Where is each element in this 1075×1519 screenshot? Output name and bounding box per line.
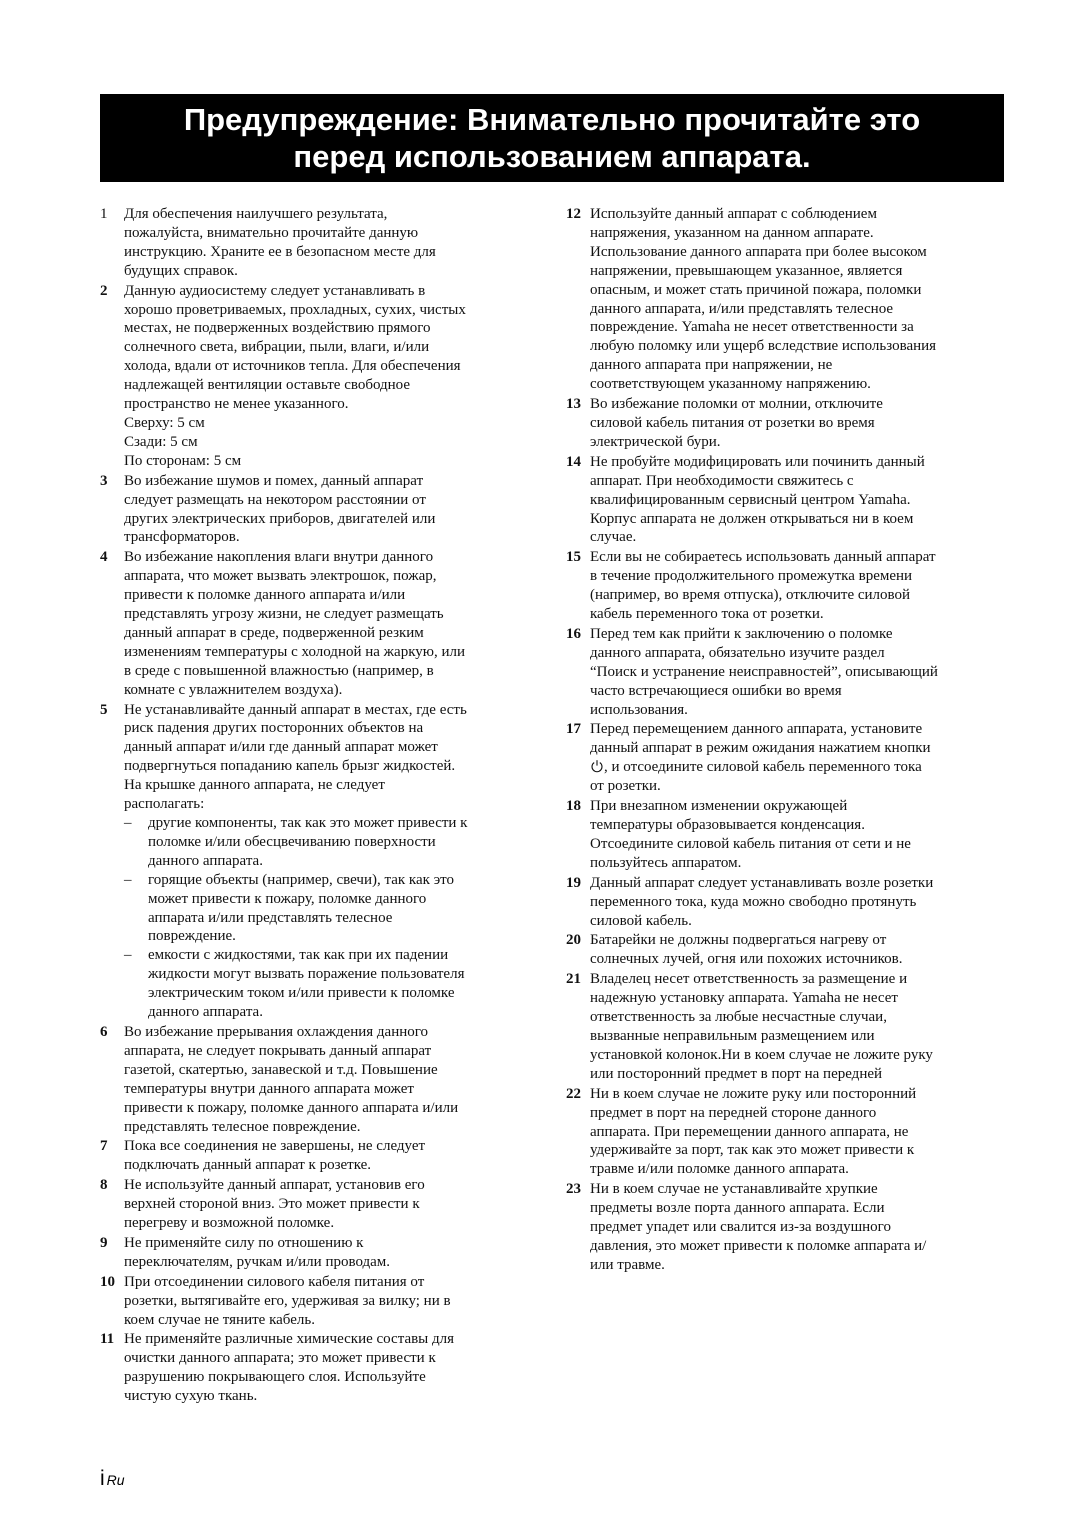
item-number: 7	[100, 1138, 108, 1155]
text-line: газетой, скатертью, занавеской и т.д. Повышение	[124, 1061, 438, 1078]
item-number: 18	[566, 798, 581, 815]
item-number: 3	[100, 472, 108, 489]
list-item	[100, 472, 536, 548]
text-line: пользуйтесь аппаратом.	[590, 854, 742, 871]
text-line: разрушению покрывающего слоя. Используйте	[124, 1369, 426, 1386]
text-line: Перед тем как прийти к заключению о поломке	[590, 625, 893, 642]
item-number: 22	[566, 1085, 581, 1102]
item-number: 20	[566, 932, 581, 949]
text-line: силовой кабель питания от розетки во время	[590, 414, 875, 431]
text-line: часто встречающиеся ошибки во время	[590, 682, 842, 699]
text-line: травме и/или поломке данного аппарата.	[590, 1161, 849, 1178]
text-line: температуры образовывается конденсация.	[590, 817, 865, 833]
text-line: Ни в коем случае не устанавливайте хрупкие	[590, 1181, 878, 1198]
text-line: пространство не менее указанного.	[124, 396, 349, 413]
text-line: трансформаторов.	[124, 529, 240, 546]
text-line: квалифицированным сервисный центром Yamaha.	[590, 491, 911, 508]
text-line: пожалуйста, внимательно прочитайте данную	[124, 224, 419, 241]
text-line: от розетки.	[590, 778, 661, 795]
text-line: повреждение. Yamaha не несет ответственности за	[590, 319, 914, 336]
left-column	[100, 205, 536, 1407]
text-line: Для обеспечения наилучшего результата,	[124, 206, 388, 222]
text-line: предмет упадет или свалится из-за воздушного	[590, 1219, 891, 1236]
list-item	[566, 874, 1004, 931]
item-number: 2	[100, 282, 108, 299]
text-line: Используйте данный аппарат с соблюдением	[590, 206, 877, 222]
text-line: представлять телесное повреждение.	[124, 1118, 361, 1135]
text-line: располагать:	[124, 796, 205, 813]
item-number: 10	[100, 1273, 115, 1290]
text-line: Отсоедините силовой кабель питания от сети и не	[590, 835, 911, 852]
language-code: Ru	[106, 1472, 125, 1488]
text-line: надежную установку аппарата. Yamaha не несет	[590, 990, 898, 1007]
list-item	[566, 931, 1004, 969]
item-number: 6	[100, 1023, 108, 1040]
text-line: привести к пожару, поломке данного аппарата и/или	[124, 1099, 459, 1116]
text-line: “Поиск и устранение неисправностей”, описывающий	[590, 663, 938, 680]
item-number: 21	[566, 971, 581, 988]
text-line: Перед перемещением данного аппарата, установите	[590, 721, 923, 738]
text-line: или посторонний предмет в порт на передней	[590, 1065, 883, 1082]
list-item	[566, 970, 1004, 1083]
list-item	[100, 1023, 536, 1136]
text-line: хорошо проветриваемых, прохладных, сухих, чистых	[124, 301, 466, 318]
text-line: Использование данного аппарата при более высоком	[590, 243, 927, 260]
text-line: соответствующем указанному напряжению.	[590, 376, 871, 393]
text-line: напряжения, указанном на данном аппарате.	[590, 224, 874, 241]
text-line: удерживайте за порт, так как это может привести к	[590, 1142, 915, 1159]
text-line: Пока все соединения не завершены, не следует	[124, 1138, 426, 1155]
list-item	[100, 1234, 536, 1272]
text-line: надлежащей вентиляции оставьте свободное	[124, 377, 411, 394]
text-line: следует размещать на некотором расстоянии от	[124, 491, 426, 508]
text-line: коем случае не тяните кабель.	[124, 1311, 315, 1328]
text-line: вызванные неправильным размещением или	[590, 1027, 875, 1044]
list-item	[566, 395, 1004, 452]
text-line: повреждение.	[148, 928, 236, 945]
text-line: данного аппарата, обязательно изучите раздел	[590, 644, 885, 661]
text-line: Сзади: 5 см	[124, 433, 198, 450]
text-line: кабель переменного тока от розетки.	[590, 606, 824, 623]
text-line: Во избежание прерывания охлаждения данного	[124, 1023, 429, 1040]
item-number: 14	[566, 453, 581, 470]
item-number: 5	[100, 701, 108, 718]
text-line: холода, вдали от источников тепла. Для обеспечения	[124, 358, 461, 375]
text-line: Не используйте данный аппарат, установив его	[124, 1177, 425, 1194]
text-line: опасным, и может стать причиной пожара, поломки	[590, 281, 922, 298]
text-line: комнате с увлажнителем воздуха).	[124, 681, 343, 698]
text-line: риск падения других посторонних объектов на	[124, 720, 424, 737]
text-line: представлять угрозу жизни, не следует размещать	[124, 606, 444, 623]
text-line: Данный аппарат следует устанавливать возле розетки	[590, 874, 934, 891]
text-line: силовой кабель.	[590, 912, 692, 929]
title-line-2: перед использованием аппарата.	[293, 139, 811, 174]
text-line: подключать данный аппарат к розетке.	[124, 1157, 372, 1174]
text-line: верхней стороной вниз. Это может привести к	[124, 1196, 420, 1213]
text-line: или травме.	[590, 1256, 665, 1273]
page-footer	[100, 1467, 125, 1491]
item-number: 1	[100, 206, 108, 222]
text-line: Ни в коем случае не ложите руку или посторонний	[590, 1085, 917, 1102]
text-line: Не применяйте силу по отношению к	[124, 1234, 364, 1251]
item-number: 13	[566, 396, 581, 413]
text-line: в среде с повышенной влажностью (например, в	[124, 662, 434, 679]
list-item	[100, 548, 536, 699]
page-title	[100, 94, 1004, 182]
text-line: подвергнуться попаданию капель брызг жидкостей.	[124, 758, 456, 775]
list-item	[566, 1085, 1004, 1180]
list-item	[566, 548, 1004, 624]
power-standby-icon	[590, 759, 604, 773]
text-line: Данную аудиосистему следует устанавливать в	[124, 282, 426, 299]
text-line: По сторонам: 5 см	[124, 452, 242, 469]
power-line	[590, 758, 1004, 777]
text-line: Во избежание накопления влаги внутри данного	[124, 549, 434, 566]
item-number: 16	[566, 625, 581, 642]
text-line: Не применяйте различные химические составы для	[124, 1331, 455, 1348]
text-line: аппарата, что может вызвать электрошок, пожар,	[124, 568, 437, 585]
text-line: аппарата и/или представлять телесное	[148, 909, 393, 926]
text-line: электрическим током и/или привести к поломке	[148, 985, 455, 1002]
text-line: данного аппарата.	[148, 1004, 263, 1021]
text-line: На крышке данного аппарата, не следует	[124, 777, 385, 794]
text-line: данный аппарат в режим ожидания нажатием кнопки	[590, 740, 931, 757]
list-item	[100, 1137, 536, 1175]
sub-list-item	[124, 946, 536, 1022]
text-line: солнечного света, вибрации, пыли, влаги, и/или	[124, 339, 430, 356]
text-line: Во избежание поломки от молнии, отключите	[590, 396, 883, 413]
text-line: жидкости могут вызвать поражение пользователя	[148, 966, 465, 983]
text-line: температуры внутри данного аппарата может	[124, 1080, 414, 1097]
power-line-text: , и отсоедините силовой кабель переменного тока	[604, 759, 922, 776]
list-item	[566, 1180, 1004, 1275]
text-line: аппарат. При необходимости свяжитесь с	[590, 472, 854, 489]
dash-bullet: –	[124, 815, 132, 831]
text-line: предмет в порт на передней стороне данного	[590, 1104, 877, 1121]
item-number: 4	[100, 549, 108, 566]
text-line: любую поломку или ущерб вследствие использования	[590, 338, 937, 355]
text-line: переключателям, ручкам и/или проводам.	[124, 1253, 391, 1270]
list-item	[566, 625, 1004, 720]
text-line: чистую сухую ткань.	[124, 1388, 258, 1405]
list-item	[566, 797, 1004, 873]
item-number: 23	[566, 1181, 581, 1198]
text-line: данного аппарата при напряжении, не	[590, 357, 833, 374]
text-line: будущих справок.	[124, 262, 238, 279]
text-line: в течение продолжительного промежутка времени	[590, 568, 913, 585]
text-line: Не пробуйте модифицировать или починить данный	[590, 453, 925, 470]
text-line: Во избежание шумов и помех, данный аппарат	[124, 472, 424, 489]
text-line: ответственность за любые несчастные случаи,	[590, 1009, 887, 1026]
text-line: Владелец несет ответственность за размещение и	[590, 971, 908, 988]
item-number: 12	[566, 206, 581, 222]
item-number: 8	[100, 1177, 108, 1194]
text-line: электрической бури.	[590, 433, 721, 450]
text-line: случае.	[590, 529, 637, 546]
text-line: установкой колонок.Ни в коем случае не ложите руку	[590, 1046, 933, 1063]
sub-list-item	[124, 871, 536, 947]
dash-bullet: –	[124, 871, 132, 888]
text-line: Сверху: 5 см	[124, 414, 205, 431]
list-item	[100, 1330, 536, 1406]
list-item	[100, 1273, 536, 1330]
text-line: инструкцию. Храните ее в безопасном месте для	[124, 243, 436, 260]
list-item	[100, 1176, 536, 1233]
item-number: 9	[100, 1234, 108, 1251]
text-line: аппарата. При перемещении данного аппарата, не	[590, 1123, 909, 1140]
item-number: 11	[100, 1331, 115, 1348]
text-line: других электрических приборов, двигателей или	[124, 510, 436, 527]
item-number: 17	[566, 721, 581, 738]
text-line: перегреву и возможной поломке.	[124, 1215, 335, 1232]
text-line: Корпус аппарата не должен открываться ни в коем	[590, 510, 914, 527]
text-line: горящие объекты (например, свечи), так как это	[148, 871, 454, 888]
text-line: предметы возле порта данного аппарата. Если	[590, 1200, 885, 1217]
text-line: напряжении, превышающем указанное, является	[590, 262, 903, 279]
text-line: данного аппарата.	[148, 852, 263, 869]
text-line: При внезапном изменении окружающей	[590, 798, 848, 815]
dash-bullet: –	[124, 947, 132, 964]
text-line: данный аппарат и/или где данный аппарат может	[124, 739, 438, 756]
list-item	[100, 205, 536, 281]
list-item	[100, 701, 536, 1022]
text-line: данного аппарата, и/или представлять телесное	[590, 300, 894, 317]
text-line: емкости с жидкостями, так как при их падении	[148, 947, 449, 964]
title-line-1: Предупреждение: Внимательно прочитайте это	[183, 102, 921, 137]
item-number: 15	[566, 549, 581, 566]
text-line: аппарата, не следует покрывать данный аппарат	[124, 1042, 432, 1059]
right-column	[566, 205, 1004, 1276]
text-line: использования.	[590, 701, 688, 718]
text-line: солнечных лучей, огня или похожих источников.	[590, 951, 903, 968]
text-line: (например, во время отпуска), отключите силовой	[590, 587, 911, 604]
text-line: Батарейки не должны подвергаться нагреву от	[590, 932, 887, 949]
list-item	[566, 453, 1004, 548]
item-number: 19	[566, 874, 581, 891]
text-line: может привести к пожару, поломке данного	[148, 890, 427, 907]
text-line: изменениям температуры с холодной на жаркую, или	[124, 643, 466, 660]
text-line: Не устанавливайте данный аппарат в местах, где есть	[124, 701, 467, 718]
list-item	[100, 282, 536, 471]
list-item	[566, 720, 1004, 796]
text-line: привести к поломке данного аппарата и/или	[124, 587, 406, 604]
text-line: При отсоединении силового кабеля питания от	[124, 1273, 425, 1290]
text-line: данный аппарат в среде, подверженной резким	[124, 624, 424, 641]
text-line: очистки данного аппарата; это может привести к	[124, 1350, 436, 1367]
list-item	[566, 205, 1004, 394]
text-line: местах, не подверженных воздействию прямого	[124, 320, 431, 337]
text-line: переменного тока, куда можно свободно протянуть	[590, 893, 917, 910]
text-line: розетки, вытягивайте его, удерживая за вилку; ни в	[124, 1292, 451, 1309]
text-line: давления, это может привести к поломке аппарата и/	[590, 1237, 927, 1254]
text-line: другие компоненты, так как это может привести к	[148, 815, 468, 831]
page-number: i	[100, 1467, 105, 1490]
sub-list-item	[124, 814, 536, 871]
text-line: поломке и/или обесцвечиванию поверхности	[148, 833, 436, 850]
text-line: Если вы не собираетесь использовать данный аппарат	[590, 549, 936, 566]
